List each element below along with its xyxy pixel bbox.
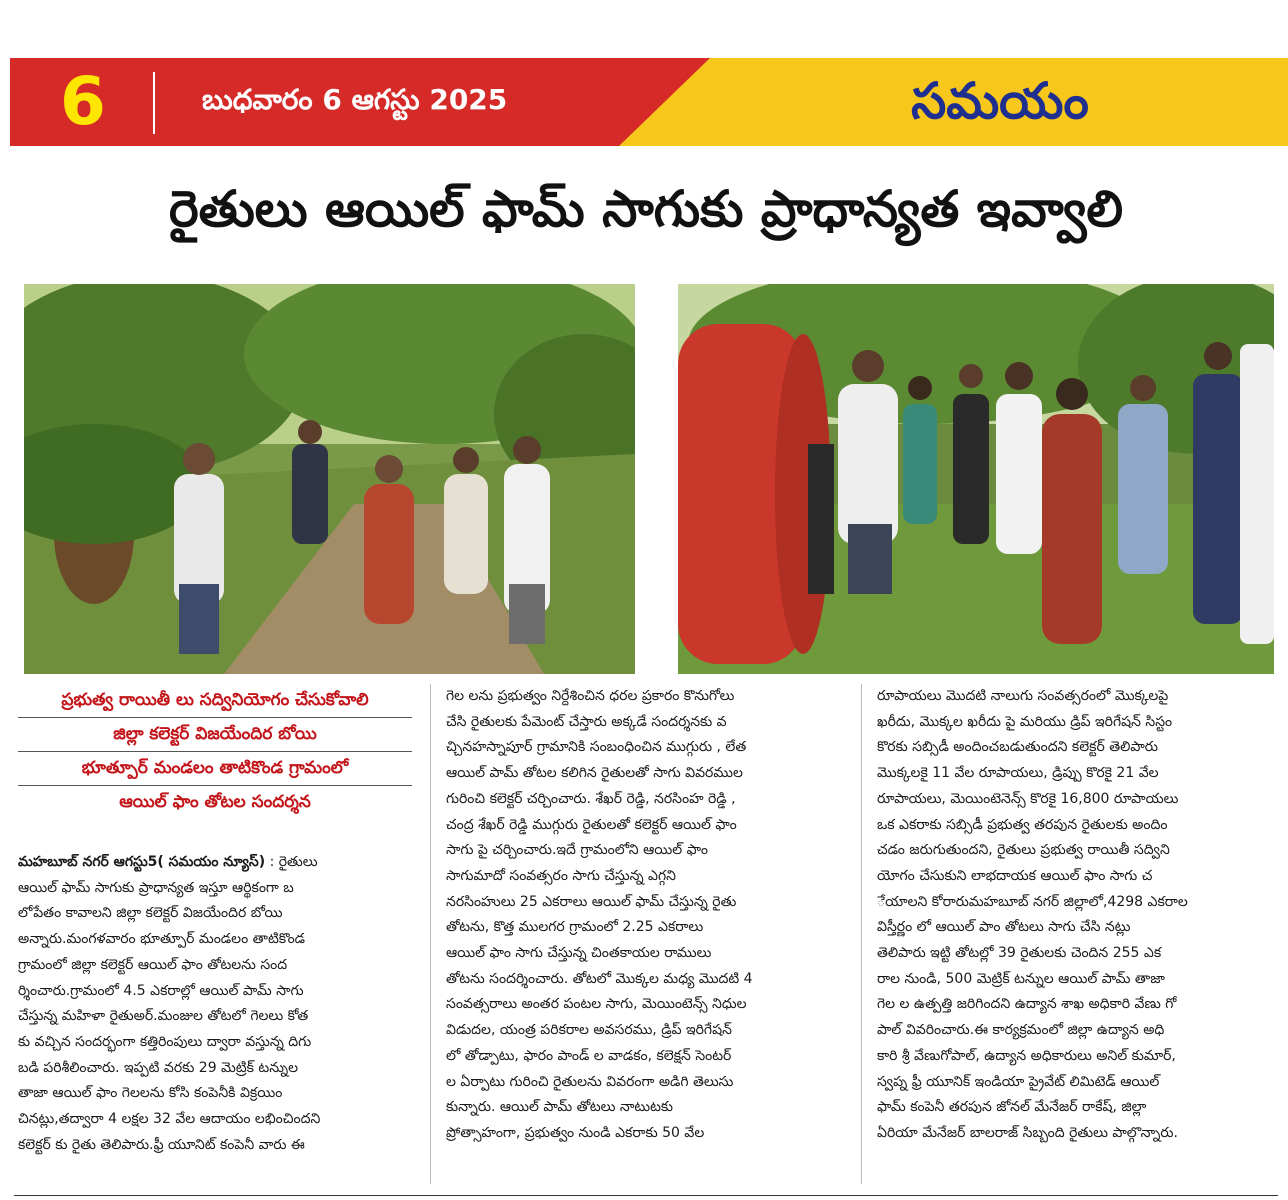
text-line: గురించి కలెక్టర్ చర్చించారు. శేఖర్ రెడ్డి, నరసింహ రెడ్డి , bbox=[446, 790, 736, 807]
dateline: మహబూబ్ నగర్ ఆగస్టు5( సమయం న్యూస్) bbox=[18, 854, 266, 870]
photo-2-illustration bbox=[678, 284, 1274, 674]
header-band bbox=[10, 58, 1288, 146]
text-line: కారి శ్రీ వేణుగోపాల్, ఉద్యాన అధికారులు అనిల్ కుమార్, bbox=[877, 1047, 1176, 1064]
text-line: పాల్ వివరించారు.ఈ కార్యక్రమంలో జిల్లా ఉద్యాన అధి bbox=[877, 1022, 1165, 1039]
text-line: రాల నుండి, 500 మెట్రిక్ టన్నుల ఆయిల్ పామ్ తాజా bbox=[877, 970, 1165, 987]
text-line: తోటను సందర్శించారు. తోటలో మొక్కల మధ్య మొదటి 4 bbox=[446, 970, 753, 987]
article-column-1 bbox=[18, 850, 414, 1195]
text-line: ప్రోత్సాహంగా, ప్రభుత్వం నుండి ఎకరాకు 50 వేల bbox=[446, 1124, 705, 1141]
column-rule-1 bbox=[430, 684, 431, 1184]
text-line: ఆయిల్ ఫామ్ సాగుకు ప్రాధాన్యత ఇస్తూ ఆర్థికంగా బ bbox=[18, 879, 294, 896]
text-line: చేసి రైతులకు పేమెంట్ చేస్తారు అక్కడే సందర్శనకు వ bbox=[446, 713, 727, 730]
column-rule-2 bbox=[861, 684, 862, 1184]
column-3-lines bbox=[877, 684, 1277, 1147]
article-photo-2 bbox=[678, 284, 1274, 674]
text-line: బడి పరిశీలించారు. ఇప్పటి వరకు 29 మెట్రిక్ టన్నుల bbox=[18, 1059, 299, 1076]
text-line: తెలిపారు ఇట్టి తోటల్లో 39 రైతులకు చెందిన 255 ఎక bbox=[877, 945, 1162, 962]
page-number: 6 bbox=[60, 63, 106, 140]
text-line: చడం జరుగుతుందని, రైతులు ప్రభుత్వ రాయితీ సద్విని bbox=[877, 842, 1170, 859]
text-line: ేయాలని కోరారుమహబూబ్ నగర్ జిల్లాలో,4298 ఎకరాల bbox=[877, 893, 1188, 910]
text-line: కు వచ్చిన సందర్భంగా కత్తిరింపులు ద్వారా వస్తున్న దిగు bbox=[18, 1033, 312, 1050]
text-line: రూపాయలు మొదటి నాలుగు సంవత్సరంలో మొక్కలపై bbox=[877, 688, 1169, 704]
text-line: ఏరియా మేనేజర్ బాలరాజ్ సిబ్బంది రైతులు పాల్గొన్నారు. bbox=[877, 1124, 1178, 1141]
text-line: తోటను, కొత్త ములగర గ్రామంలో 2.25 ఎకరాలు bbox=[446, 919, 704, 936]
subheadline-3: భూత్పూర్ మండలం తాటికొండ గ్రామంలో bbox=[18, 752, 412, 786]
subheadline-2: జిల్లా కలెక్టర్ విజయేందిర బోయి bbox=[18, 718, 412, 752]
text-line: ఒక ఎకరాకు సబ్సిడీ ప్రభుత్వ తరపున రైతులకు అందిం bbox=[877, 816, 1168, 833]
text-line: ఫామ్ కంపెనీ తరపున జోనల్ మేనేజర్ రాకేష్, జిల్లా bbox=[877, 1099, 1147, 1116]
subheadline-block bbox=[18, 684, 412, 819]
text-line: చ్చినహస్నాపూర్ గ్రామానికి సంబంధించిన ముగ్గురు , లేత bbox=[446, 739, 747, 756]
column-1-lines bbox=[18, 876, 414, 1159]
subheadline-4: ఆయిల్ ఫాం తోటల సందర్శన bbox=[119, 792, 311, 812]
text-line: ఆయిల్ పామ్ తోటల కలిగిన రైతులతో సాగు వివరముల bbox=[446, 765, 743, 782]
text-line: రూపాయలు, మెయింటెనెన్స్ కొరకై 16,800 రూపాయలు bbox=[877, 790, 1179, 807]
issue-date: బుధవారం 6 ఆగస్టు 2025 bbox=[202, 83, 508, 116]
text-line: కలెక్టర్ కు రైతు తెలిపారు.ఫ్రీ యూనిట్ కంపెనీ వారు ఈ bbox=[18, 1136, 305, 1153]
text-line: గెల ల ఉత్పత్తి జరిగిందని ఉద్యాన శాఖ అధికారి వేణు గో bbox=[877, 996, 1177, 1013]
text-line: యోగం చేసుకుని లాభదాయక ఆయిల్ ఫాం సాగు చ bbox=[877, 867, 1153, 884]
text-line: లో తోడ్పాటు, ఫారం పాండ్ ల వాడకం, కలెక్షన్ సెంటర్ bbox=[446, 1047, 732, 1064]
text-line: ర్శించారు.గ్రామంలో 4.5 ఎకరాల్లో ఆయిల్ పామ్ సాగు bbox=[18, 982, 304, 999]
subheadline-1: ప్రభుత్వ రాయితీ లు సద్వినియోగం చేసుకోవాలి bbox=[18, 684, 412, 718]
photo-1-illustration bbox=[24, 284, 635, 674]
article-headline: రైతులు ఆయిల్ ఫామ్ సాగుకు ప్రాధాన్యత ఇవ్వాలి bbox=[168, 180, 1124, 238]
column-2-lines bbox=[446, 684, 844, 1147]
text-line: కున్నారు. ఆయిల్ పామ్ తోటలు నాటుటకు bbox=[446, 1099, 674, 1116]
article-photo-1 bbox=[24, 284, 635, 674]
text-line: విస్తీర్ణం లో ఆయిల్ పాం తోటలు సాగు చేసి నట్లు bbox=[877, 919, 1131, 936]
text-line: ఖరీదు, మొక్కల ఖరీదు పై మరియు డ్రిప్ ఇరిగేషన్ సిస్టం bbox=[877, 713, 1173, 730]
bottom-rule bbox=[14, 1195, 1278, 1196]
text-line: ల ఏర్పాటు గురించి రైతులను వివరంగా అడిగి తెలుసు bbox=[446, 1073, 734, 1090]
text-line: కొరకు సబ్సిడీ అందించబడుతుందని కలెక్టర్ తెలిపారు bbox=[877, 739, 1158, 756]
text-line: స్వప్న ఫ్రీ యూనిక్ ఇండియా ప్రైవేట్ లిమిటెడ్ ఆయిల్ bbox=[877, 1073, 1160, 1090]
text-line: గెల లను ప్రభుత్వం నిర్దేశించిన ధరల ప్రకారం కొనుగోలు bbox=[446, 688, 735, 704]
text-line: చేస్తున్న మహిళా రైతుఅర్.మంజుల తోటలో గెలలు కోత bbox=[18, 1008, 309, 1025]
text-line: నరసింహులు 25 ఎకరాలు ఆయిల్ ఫామ్ చేస్తున్న రైతు bbox=[446, 893, 737, 910]
text-line: చంద్ర శేఖర్ రెడ్డి ముగ్గురు రైతులతో కలెక్టర్ ఆయిల్ ఫాం bbox=[446, 816, 737, 833]
text-line: చినట్లు,తద్వారా 4 లక్షల 32 వేల ఆదాయం లభించిందని bbox=[18, 1111, 321, 1128]
text-line: లోపేతం కావాలని జిల్లా కలెక్టర్ విజయేందిర బోయి bbox=[18, 905, 283, 922]
newspaper-masthead-logo: సమయం bbox=[911, 72, 1089, 130]
text-line: ఆయిల్ ఫాం సాగు చేస్తున్న చింతకాయల రాములు bbox=[446, 945, 712, 962]
text-line: సంవత్సరాలు అంతర పంటల సాగు, మెయింటెన్స్ నిధుల bbox=[446, 996, 747, 1013]
article-column-2 bbox=[446, 684, 844, 1184]
article-column-3 bbox=[877, 684, 1277, 1184]
text-line: మొక్కలకై 11 వేల రూపాయలు, డ్రిప్పు కొరకై 21 వేల bbox=[877, 765, 1159, 782]
dateline-line bbox=[18, 850, 414, 876]
text-line: సాగు పై చర్చించారు.ఇదే గ్రామంలోని ఆయిల్ ఫాం bbox=[446, 842, 709, 859]
text-line: సాగుమాదో సంవత్సరం సాగు చేస్తున్న ఎగ్గని bbox=[446, 867, 676, 884]
text-line: గ్రామంలో జిల్లా కలెక్టర్ ఆయిల్ ఫాం తోటలను సంద bbox=[18, 956, 288, 973]
text-line: అన్నారు.మంగళవారం భూత్పూర్ మండలం తాటికొండ bbox=[18, 931, 306, 948]
text-line: తాజా ఆయిల్ ఫాం గెలలను కోసి కంపెనీకి విక్రయిం bbox=[18, 1085, 283, 1102]
dateline-continuation: : రైతులు bbox=[265, 854, 318, 870]
header-divider bbox=[153, 72, 155, 134]
text-line: విడుదల, యంత్ర పరికరాల అవసరము, డ్రిప్ ఇరిగేషన్ bbox=[446, 1022, 732, 1039]
